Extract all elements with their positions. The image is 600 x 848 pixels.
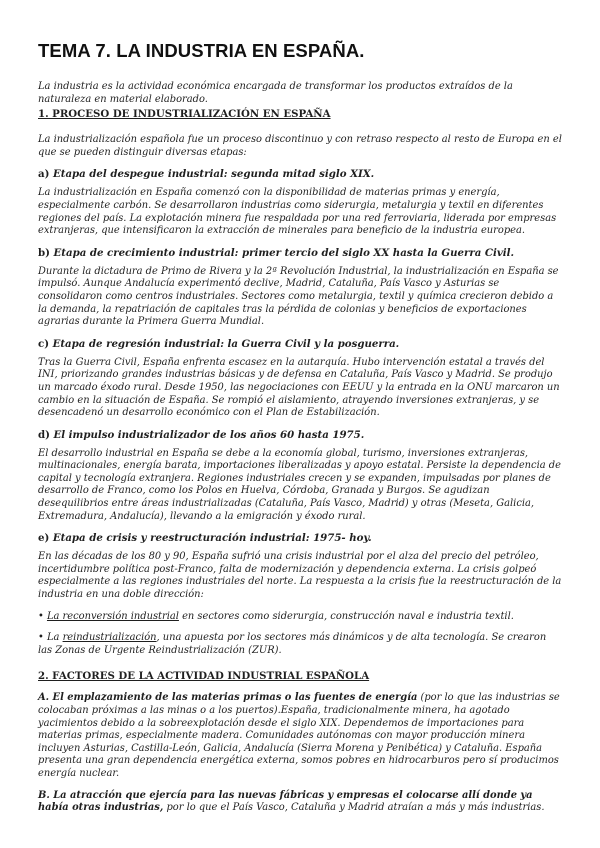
section-1-heading: 1. PROCESO DE INDUSTRIALIZACIÓN EN ESPAÑA bbox=[38, 108, 331, 121]
factor-a-paragraph: A. El emplazamiento de las materias primas o las fuentes de energía (por lo que las industrias se colocaban próximas a las minas o a los puertos).España, tradicionalmente minera, ha agotado yacimientos debido a la sobreexplotación desde el siglo XIX. Dependemos de importaciones para materias primas, especialmente madera. Comunidades autónomas con mayor producción minera incluyen Asturias, Castilla-León, Galicia, Andalucía (Sierra Morena y Penibética) y Cataluña. España presenta una gran dependencia energética externa, somos pobres en hidrocarburos pero sí producimos energía nuclear. bbox=[38, 692, 560, 779]
stage-c-heading: c) Etapa de regresión industrial: la Guerra Civil y la posguerra. bbox=[38, 337, 400, 350]
intro-paragraph: La industria es la actividad económica encargada de transformar los productos extraídos de la naturaleza en material elaborado. bbox=[38, 81, 513, 105]
stage-e-text: En las décadas de los 80 y 90, España sufrió una crisis industrial por el alza del precio del petróleo, incertidumbre política post-Franco, falta de modernización y dependencia externa. La crisis golpeó especialmente a las regiones industriales del norte. La respuesta a la crisis fue la reestructuración de la industria en una doble dirección: bbox=[38, 551, 562, 601]
factor-b-paragraph: B. La atracción que ejercía para las nuevas fábricas y empresas el colocarse allí donde ya había otras industrias, por lo que el País Vasco, Cataluña y Madrid atraían a más y más industrias. bbox=[38, 789, 545, 814]
bullet-reindustrializacion: • La reindustrialización, una apuesta por los sectores más dinámicos y de alta tecnología. Se crearon las Zonas de Urgente Reindustrialización (ZUR). bbox=[38, 632, 547, 656]
page-title: TEMA 7. LA INDUSTRIA EN ESPAÑA. bbox=[38, 40, 365, 61]
section-1-intro: La industrialización española fue un proceso discontinuo y con retraso respecto al resto de Europa en el que se pueden distinguir diversas etapas: bbox=[38, 134, 562, 158]
stage-a-text: La industrialización en España comenzó con la disponibilidad de materias primas y energía, especialmente carbón. Se desarrollaron industrias como siderurgia, metalurgia y textil en diferentes regiones del país. La explotación minera fue respaldada por una red ferroviaria, liderada por empresas extranjeras, que intensificaron la extracción de minerales para beneficio de la industria europea. bbox=[38, 187, 557, 237]
stage-e-heading: e) Etapa de crisis y reestructuración industrial: 1975- hoy. bbox=[38, 532, 372, 545]
stage-a-heading: a) Etapa del despegue industrial: segunda mitad siglo XIX. bbox=[38, 168, 375, 181]
stage-b-text: Durante la dictadura de Primo de Rivera y la 2ª Revolución Industrial, la industrialización en España se impulsó. Aunque Andalucía experimentó declive, Madrid, Cataluña, País Vasco y Asturias se consolidaron como centros industriales. Sectores como metalurgia, textil y química crecieron debido a la demanda, la repatriación de capitales tras la pérdida de colonias y beneficios de exportaciones agrarias durante la Primera Guerra Mundial. bbox=[38, 265, 559, 328]
stage-b-heading: b) Etapa de crecimiento industrial: primer tercio del siglo XX hasta la Guerra Civil. bbox=[38, 246, 515, 259]
stage-c-text: Tras la Guerra Civil, España enfrenta escasez en la autarquía. Hubo intervención estatal a través del INI, priorizando grandes industrias básicas y de defensa en Cataluña, País Vasco y Madrid. Se produjo un marcado éxodo rural. Desde 1950, las negociaciones con EEUU y la entrada en la ONU marcaron un cambio en la situación de España. Se rompió el aislamiento, atrayendo inversiones extranjeras, y se desencadenó un desarrollo económico con el Plan de Estabilización. bbox=[38, 356, 560, 419]
bullet-reconversion: • La reconversión industrial en sectores como siderurgia, construcción naval e industria textil. bbox=[38, 610, 514, 622]
stage-d-text: El desarrollo industrial en España se debe a la economía global, turismo, inversiones extranjeras, multinacionales, energía barata, importaciones liberalizadas y apoyo estatal. Persiste la dependencia de capital y tecnología extranjera. Regiones industriales crecen y se expanden, impulsadas por planes de desarrollo de Franco, como los Polos en Huelva, Córdoba, Granada y Burgos. Se agudizan desequilibrios entre áreas industrializadas (Cataluña, País Vasco, Madrid) y otras (Meseta, Galicia, Extremadura, Andalucía), llevando a la emigración y éxodo rural. bbox=[38, 447, 561, 522]
section-2-heading: 2. FACTORES DE LA ACTIVIDAD INDUSTRIAL ESPAÑOLA bbox=[38, 670, 370, 683]
stage-d-heading: d) El impulso industrializador de los años 60 hasta 1975. bbox=[38, 428, 365, 441]
